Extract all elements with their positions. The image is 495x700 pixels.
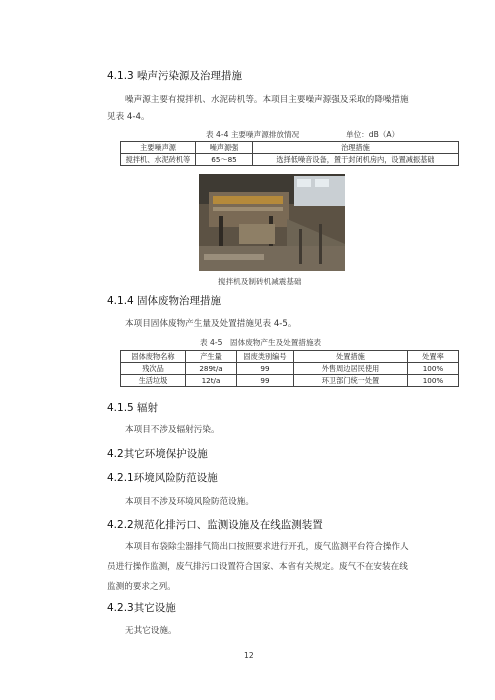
table-row [121,154,459,166]
table-cell: 99 [237,363,294,375]
table-cell: 环卫部门统一处置 [294,375,408,387]
table-cell: 65～85 [196,154,253,166]
paragraph-noise-line2: 见表 4-4。 [107,112,150,122]
table-cell: 残次品 [121,363,186,375]
table-header-cell: 治理措施 [253,142,459,154]
table-header-cell: 处置率 [408,351,459,363]
section-heading-4-1-3: 4.1.3 噪声污染源及治理措施 [107,70,243,82]
paragraph-risk: 本项目不涉及环境风险防范设施。 [125,497,254,507]
table-cell: 外售周边居民使用 [294,363,408,375]
table-header-row [121,142,459,154]
table-cell: 99 [237,375,294,387]
table-header-cell: 噪声源强 [196,142,253,154]
table-header-cell: 固废类别编号 [237,351,294,363]
table-cell: 选择低噪音设备，置于封闭机房内，设置减振基础 [253,154,459,166]
table-header-cell: 主要噪声源 [121,142,196,154]
paragraph-outlet-line3: 监测的要求之列。 [107,582,176,592]
section-heading-4-2-2: 4.2.2规范化排污口、监测设施及在线监测装置 [107,519,323,531]
table-4-4 [120,141,459,166]
paragraph-radiation: 本项目不涉及辐射污染。 [125,425,220,435]
paragraph-noise-line1: 噪声源主要有搅拌机、水泥砖机等。本项目主要噪声源强及采取的降噪措施 [125,95,409,105]
table-4-5 [120,350,459,387]
table-cell: 100% [408,363,459,375]
page-number: 12 [244,651,254,660]
table-cell: 100% [408,375,459,387]
table-4-4-unit: 单位：dB（A） [346,130,400,139]
photo-caption: 搅拌机及制砖机减震基础 [218,277,302,286]
table-cell: 搅拌机、水泥砖机等 [121,154,196,166]
mixer-foundation-photo [199,174,345,271]
table-cell: 12t/a [186,375,237,387]
table-cell: 289t/a [186,363,237,375]
table-header-row [121,351,459,363]
section-heading-4-2-3: 4.2.3其它设施 [107,602,176,614]
table-row [121,375,459,387]
paragraph-outlet-line1: 本项目布袋除尘器排气筒出口按照要求进行开孔，废气监测平台符合操作人 [125,542,409,552]
section-heading-4-2: 4.2其它环境保护设施 [107,448,208,460]
section-heading-4-1-4: 4.1.4 固体废物治理措施 [107,295,222,307]
table-header-cell: 处置措施 [294,351,408,363]
table-header-cell: 产生量 [186,351,237,363]
paragraph-solid-waste: 本项目固体废物产生量及处置措施见表 4-5。 [125,319,297,329]
section-heading-4-1-5: 4.1.5 辐射 [107,402,159,414]
mixer-foundation-photo-illustration [199,174,345,271]
table-header-cell: 固体废物名称 [121,351,186,363]
table-4-5-caption: 表 4-5 固体废物产生及处置措施表 [200,338,322,347]
paragraph-other-facilities: 无其它设施。 [125,626,177,636]
paragraph-outlet-line2: 员进行操作监测，废气排污口设置符合国家、本省有关规定。废气不在安装在线 [107,562,408,572]
table-4-4-caption: 表 4-4 主要噪声源排放情况 [206,130,300,139]
section-heading-4-2-1: 4.2.1环境风险防范设施 [107,472,218,484]
table-cell: 生活垃圾 [121,375,186,387]
table-row [121,363,459,375]
